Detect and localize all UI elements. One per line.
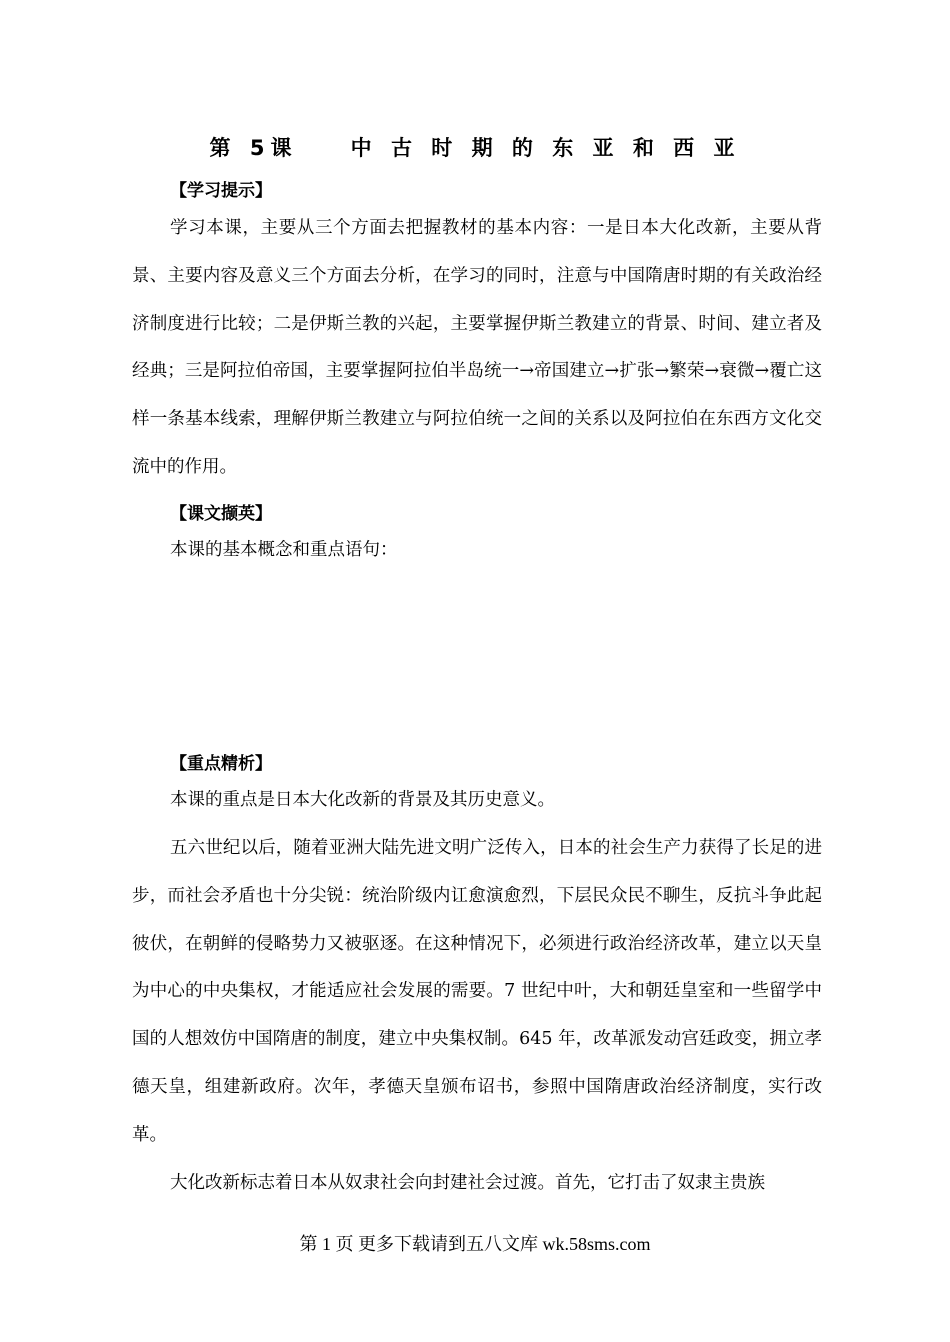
paragraph-lesson-focus: 本课的重点是日本大化改新的背景及其历史意义。 [170,790,555,810]
heading-text-excerpts: 【课文撷英】 [170,504,272,524]
lesson-title: 第 5课 中 古 时 期 的 东 亚 和 西 亚 [209,136,741,160]
paragraph-study-tips: 学习本课，主要从三个方面去把握教材的基本内容：一是日本大化改新，主要从背景、主要内容及意义三个方面去分析，在学习的同时，注意与中国隋唐时期的有关政治经济制度进行比较；二是伊斯兰教的兴起，主要掌握伊斯兰教建立的背景、时间、建立者及经典；三是阿拉伯帝国，主要掌握阿拉伯半岛统一→帝国建立→扩张→繁荣→衰微→覆亡这样一条基本线索，理解伊斯兰教建立与阿拉伯统一之间的关系以及阿拉伯在东西方文化交流中的作用。 [132,218,822,477]
paragraph-taika-significance: 大化改新标志着日本从奴隶社会向封建社会过渡。首先，它打击了奴隶主贵族 [170,1173,765,1193]
heading-study-tips: 【学习提示】 [170,181,272,201]
paragraph-key-concepts: 本课的基本概念和重点语句： [170,540,398,560]
paragraph-taika-background: 五六世纪以后，随着亚洲大陆先进文明广泛传入，日本的社会生产力获得了长足的进步，而社会矛盾也十分尖锐：统治阶级内讧愈演愈烈，下层民众民不聊生，反抗斗争此起彼伏，在朝鲜的侵略势力又被驱逐。在这种情况下，必须进行政治经济改革，建立以天皇为中心的中央集权，才能适应社会发展的需要。7 世纪中叶，大和朝廷皇室和一些留学中国的人想效仿中国隋唐的制度，建立中央集权制。645 年，改革派发动宫廷政变，拥立孝德天皇，组建新政府。次年，孝德天皇颁布诏书，参照中国隋唐政治经济制度，实行改革。 [132,838,822,1145]
page-footer: 第 1 页 更多下载请到五八文库 wk.58sms.com [299,1234,651,1254]
heading-key-analysis: 【重点精析】 [170,754,272,774]
